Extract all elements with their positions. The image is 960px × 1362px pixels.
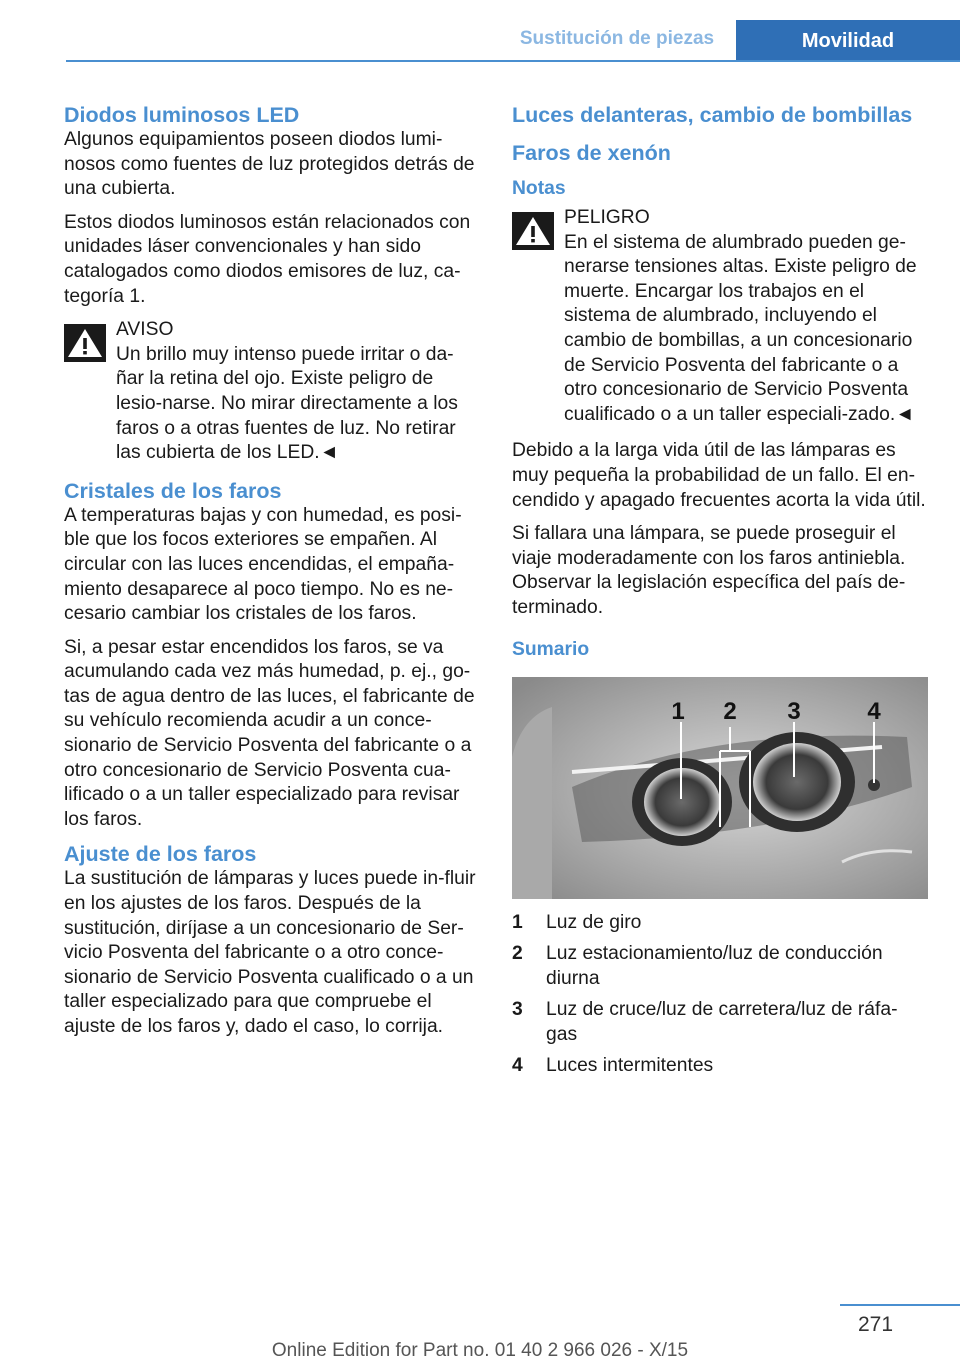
header-chapter-tab[interactable]: Movilidad bbox=[736, 20, 960, 60]
header-rule bbox=[66, 60, 960, 62]
legend-item bbox=[512, 1054, 928, 1079]
figure-label: 1 bbox=[671, 697, 685, 725]
legend-text: Luz de cruce/luz de carretera/luz de ráfa-gas bbox=[546, 999, 898, 1045]
right-paragraph-1: Debido a la larga vida útil de las lámparas es muy pequeña la probabilidad de un fallo. El en-cendido y apagado frecuentes acorta la vida útil. bbox=[512, 440, 926, 511]
aviso-label: AVISO bbox=[116, 319, 174, 341]
peligro-label: PELIGRO bbox=[564, 207, 650, 228]
cristales-paragraph-1: A temperaturas bajas y con humedad, es posi-ble que los focos exteriores se empañen. Al circular con las luces encendidas, el empaña-miento desaparece al poco tiempo. No es ne-cesario cambiar los cristales de los faros. bbox=[64, 504, 462, 625]
figure-label: 4 bbox=[867, 697, 881, 725]
peligro-text: En el sistema de alumbrado pueden ge-nerarse tensiones altas. Existe peligro de muerte. Encargar los trabajos en el sistema de alumbrado, incluyendo el cambio de bombillas, a un concesionario de Servicio Posventa del fabricante o a otro concesionario de Servicio Posventa cualificado o a un taller especiali-zado.◄ bbox=[564, 231, 917, 425]
led-paragraph-2: Estos diodos luminosos están relacionados con unidades láser convencionales y han sido catalogados como diodos emisores de luz, ca-tegoría 1. bbox=[64, 211, 471, 307]
legend-text: Luz de giro bbox=[546, 911, 642, 933]
cristales-paragraph-2: Si, a pesar estar encendidos los faros, se va acumulando cada vez más humedad, p. ej., go-tas de agua dentro de las luces, el fabricante de su vehículo recomienda acudir a un conce-sionario de Servicio Posventa del fabricante o a otro concesionario de Servicio Posventa cua-lificado o a un taller especializado para revisar los faros. bbox=[64, 636, 475, 830]
notas-heading: Notas bbox=[512, 178, 566, 199]
warning-triangle-icon bbox=[64, 324, 106, 362]
peligro-warning bbox=[512, 206, 928, 427]
ajuste-heading: Ajuste de los faros bbox=[64, 842, 257, 867]
legend-number: 4 bbox=[512, 1055, 523, 1077]
left-column bbox=[64, 102, 478, 1049]
page-number: 271 bbox=[858, 1313, 894, 1336]
ajuste-paragraph: La sustitución de lámparas y luces puede in-fluir en los ajustes de los faros. Después de la sustitución, diríjase a un concesionario de Ser-vicio Posventa del fabricante o a otro conce-sionario de Servicio Posventa cualificado o a un taller especializado para que compruebe el ajuste de los faros y, dado el caso, lo corrija. bbox=[64, 868, 476, 1037]
figure-label: 3 bbox=[787, 697, 801, 725]
legend-item bbox=[512, 911, 928, 936]
footer-rule bbox=[840, 1304, 960, 1306]
aviso-text: Un brillo muy intenso puede irritar o da-ñar la retina del ojo. Existe peligro de lesio-narse. No mirar directamente a los faros o a otras fuentes de luz. No retirar las cubierta de los LED.◄ bbox=[116, 343, 458, 464]
edition-footer: Online Edition for Part no. 01 40 2 966 026 - X/15 bbox=[271, 1340, 689, 1361]
legend-number: 3 bbox=[512, 999, 523, 1021]
legend-item bbox=[512, 942, 928, 991]
led-heading: Diodos luminosos LED bbox=[64, 103, 300, 127]
led-paragraph-1: Algunos equipamientos poseen diodos lumi-nosos como fuentes de luz protegidos detrás de una cubierta. bbox=[64, 129, 475, 200]
xenon-heading: Faros de xenón bbox=[512, 141, 671, 165]
luces-heading: Luces delanteras, cambio de bombillas bbox=[512, 103, 913, 127]
right-paragraph-2: Si fallara una lámpara, se puede proseguir el viaje moderadamente con los faros antiniebla. Observar la legislación específica del país de-terminado. bbox=[512, 523, 906, 618]
header-section-title: Sustitución de piezas bbox=[519, 28, 715, 49]
legend-item bbox=[512, 998, 928, 1047]
figure-label: 2 bbox=[723, 697, 737, 725]
legend-text: Luces intermitentes bbox=[546, 1055, 714, 1077]
cristales-heading: Cristales de los faros bbox=[64, 478, 282, 503]
warning-triangle-icon bbox=[512, 212, 554, 250]
right-column bbox=[512, 102, 928, 1086]
sumario-heading: Sumario bbox=[512, 638, 590, 660]
legend-text: Luz estacionamiento/luz de conducción diurna bbox=[546, 943, 883, 989]
figure-legend bbox=[512, 911, 928, 1080]
legend-number: 2 bbox=[512, 943, 523, 965]
headlight-figure bbox=[512, 677, 928, 899]
aviso-warning bbox=[64, 318, 478, 466]
legend-number: 1 bbox=[512, 911, 523, 933]
